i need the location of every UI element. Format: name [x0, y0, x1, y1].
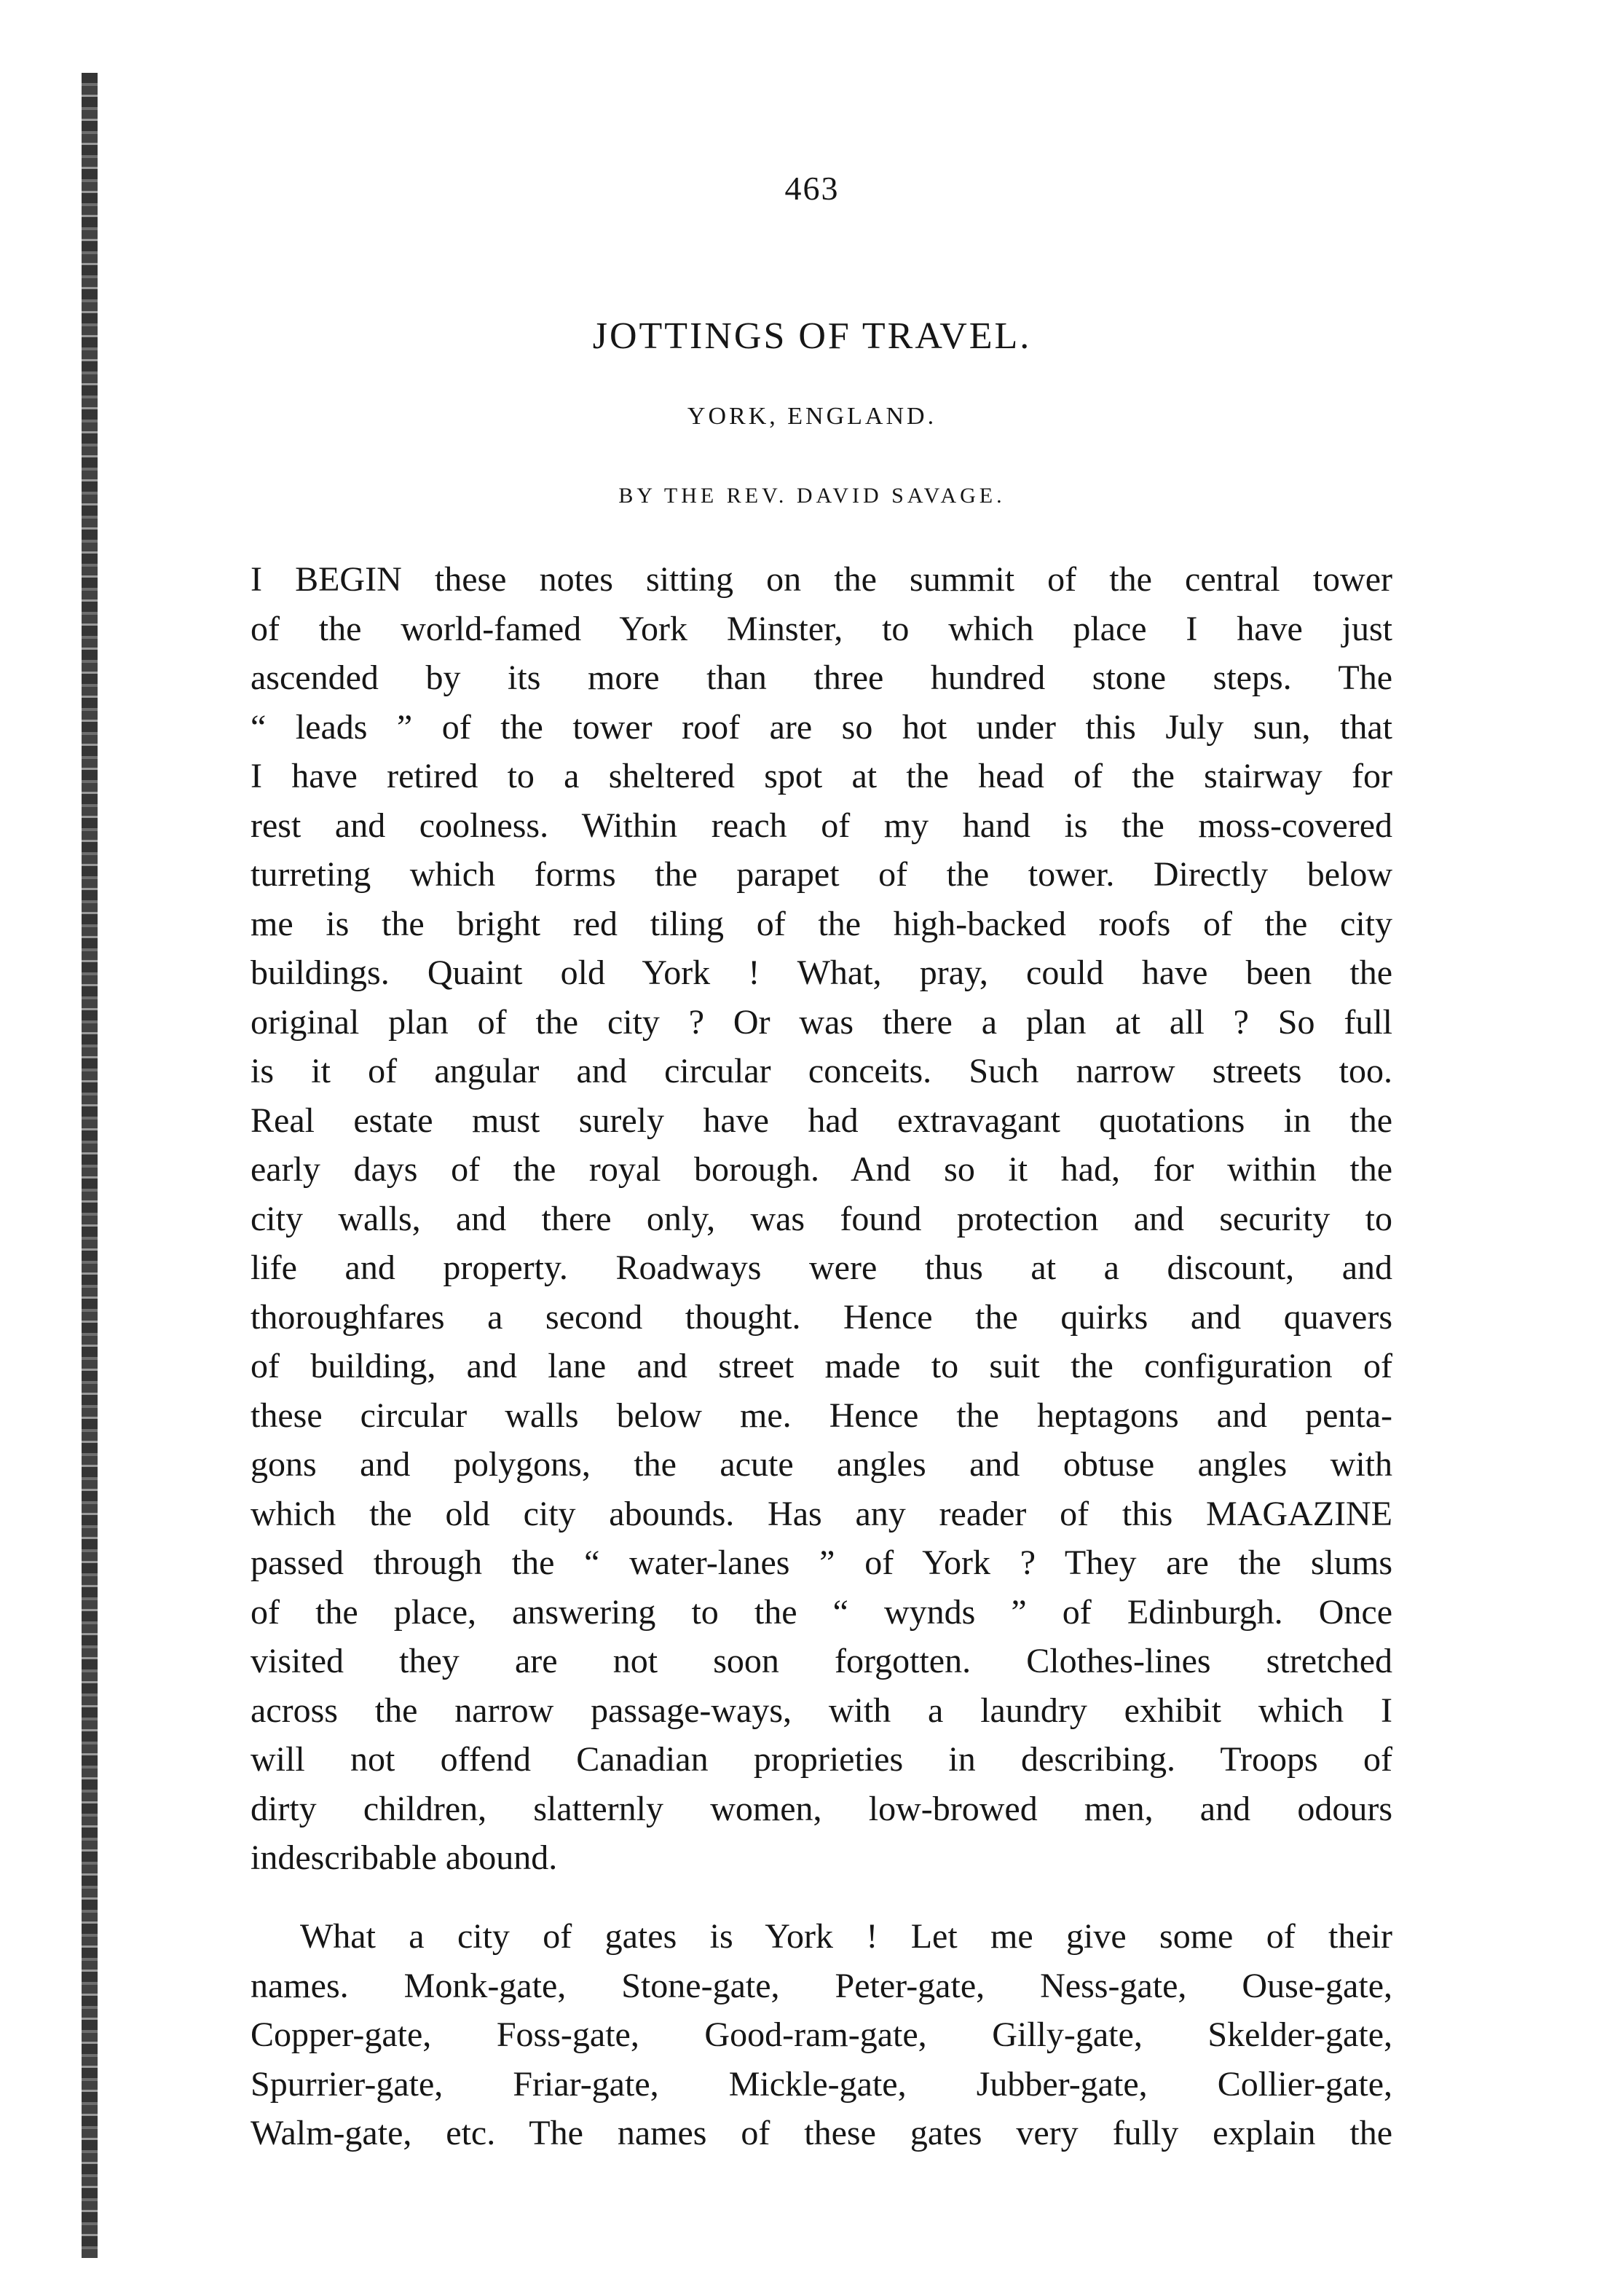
text-line: early days of the royal borough. And so it had, for within the	[251, 1150, 1392, 1189]
text-line: across the narrow passage-ways, with a laundry exhibit which I	[251, 1691, 1392, 1730]
text-line: life and property. Roadways were thus at a discount, and	[251, 1248, 1392, 1287]
text-line: passed through the “ water-lanes ” of York ? They are the slums	[251, 1543, 1392, 1582]
text-line: Copper-gate, Foss-gate, Good-ram-gate, Gilly-gate, Skelder-gate,	[251, 2015, 1392, 2054]
text-line: of the place, answering to the “ wynds ” of Edinburgh. Once	[251, 1592, 1392, 1632]
text-line: I BEGIN these notes sitting on the summit of the central tower	[251, 560, 1392, 599]
text-line: of building, and lane and street made to suit the configuration of	[251, 1347, 1392, 1385]
text-line: Real estate must surely have had extravagant quotations in the	[251, 1101, 1392, 1140]
text-line: thoroughfares a second thought. Hence the quirks and quavers	[251, 1297, 1392, 1337]
page-binding-edge	[82, 73, 98, 2258]
text-line: original plan of the city ? Or was there a plan at all ? So full	[251, 1002, 1392, 1042]
text-line: names. Monk-gate, Stone-gate, Peter-gate, Ness-gate, Ouse-gate,	[251, 1966, 1392, 2005]
text-line: turreting which forms the parapet of the tower. Directly below	[251, 855, 1392, 894]
text-line: Spurrier-gate, Friar-gate, Mickle-gate, Jubber-gate, Collier-gate,	[251, 2064, 1392, 2104]
text-line: I have retired to a sheltered spot at the head of the stairway for	[251, 757, 1392, 795]
page-number: 463	[784, 170, 840, 207]
paragraph-2	[251, 1912, 1392, 2158]
text-line: buildings. Quaint old York ! What, pray, could have been the	[251, 953, 1392, 992]
text-line: What a city of gates is York ! Let me give some of their	[300, 1917, 1392, 1956]
text-line: these circular walls below me. Hence the heptagons and penta-	[251, 1396, 1392, 1435]
text-line: indescribable abound.	[251, 1838, 558, 1877]
text-line: rest and coolness. Within reach of my hand is the moss-covered	[251, 806, 1392, 845]
text-line: ascended by its more than three hundred stone steps. The	[251, 658, 1392, 697]
text-line: which the old city abounds. Has any reader of this MAGAZINE	[251, 1494, 1392, 1533]
paragraph-1	[251, 555, 1392, 1883]
article-byline: BY THE REV. DAVID SAVAGE.	[618, 484, 1006, 508]
text-line: me is the bright red tiling of the high-backed roofs of the city	[251, 904, 1392, 943]
text-line: Walm-gate, etc. The names of these gates very fully explain the	[251, 2114, 1392, 2152]
text-line: gons and polygons, the acute angles and obtuse angles with	[251, 1445, 1392, 1484]
text-line: city walls, and there only, was found protection and security to	[251, 1199, 1392, 1238]
text-line: is it of angular and circular conceits. Such narrow streets too.	[251, 1052, 1392, 1090]
article-subtitle: YORK, ENGLAND.	[687, 403, 937, 430]
article-title: JOTTINGS OF TRAVEL.	[592, 315, 1032, 357]
text-line: visited they are not soon forgotten. Clothes-lines stretched	[251, 1642, 1392, 1680]
text-line: of the world-famed York Minster, to which place I have just	[251, 609, 1392, 648]
text-line: will not offend Canadian proprieties in describing. Troops of	[251, 1740, 1392, 1779]
text-line: dirty children, slatternly women, low-browed men, and odours	[251, 1789, 1392, 1828]
text-line: “ leads ” of the tower roof are so hot under this July sun, that	[251, 707, 1392, 747]
